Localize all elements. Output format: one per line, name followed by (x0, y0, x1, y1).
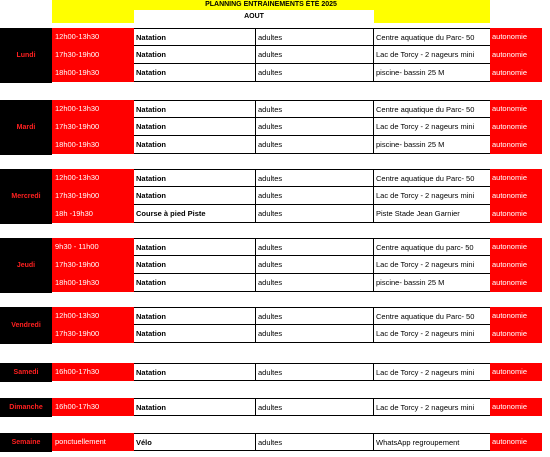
session-time: 9h30 - 11h00 (52, 238, 134, 256)
session-audience: adultes (256, 187, 374, 205)
session-time: 12h00-13h30 (52, 169, 134, 187)
session-mode: autonomie (490, 238, 542, 256)
session-time: 17h30-19h00 (52, 46, 134, 64)
session-activity: Natation (134, 187, 256, 205)
session-location: Centre aquatique du Parc- 50 (374, 100, 490, 118)
session-mode: autonomie (490, 205, 542, 223)
session-mode: autonomie (490, 325, 542, 343)
month-label: AOUT (244, 13, 264, 20)
day-label: Lundi (0, 28, 52, 83)
session-mode: autonomie (490, 363, 542, 381)
session-location: piscine- bassin 25 M (374, 64, 490, 82)
session-location: WhatsApp regroupement (374, 433, 490, 451)
session-location: Centre aquatique du Parc- 50 (374, 169, 490, 187)
session-mode: autonomie (490, 169, 542, 187)
session-time: 18h00-19h30 (52, 136, 134, 154)
page-title: PLANNING ENTRAINEMENTS ÉTÉ 2025 (52, 0, 490, 10)
session-time: 12h00-13h30 (52, 28, 134, 46)
day-label: Samedi (0, 363, 52, 382)
session-audience: adultes (256, 169, 374, 187)
session-mode: autonomie (490, 46, 542, 64)
session-location: Centre aquatique du Parc- 50 (374, 28, 490, 46)
session-mode: autonomie (490, 28, 542, 46)
header-fill-left (52, 10, 134, 23)
session-mode: autonomie (490, 307, 542, 325)
session-location: Piste Stade Jean Garnier (374, 205, 490, 223)
day-label: Jeudi (0, 238, 52, 293)
session-time: 17h30-19h00 (52, 118, 134, 136)
session-activity: Natation (134, 169, 256, 187)
session-audience: adultes (256, 274, 374, 292)
session-activity: Natation (134, 307, 256, 325)
session-location: Lac de Torcy - 2 nageurs mini (374, 398, 490, 416)
session-audience: adultes (256, 100, 374, 118)
day-label: Dimanche (0, 398, 52, 417)
session-activity: Natation (134, 118, 256, 136)
session-activity: Natation (134, 64, 256, 82)
session-time: ponctuellement (52, 433, 134, 451)
session-time: 12h00-13h30 (52, 307, 134, 325)
session-location: Lac de Torcy - 2 nageurs mini (374, 187, 490, 205)
day-label: Vendredi (0, 307, 52, 344)
session-mode: autonomie (490, 100, 542, 118)
session-audience: adultes (256, 433, 374, 451)
session-time: 17h30-19h00 (52, 187, 134, 205)
header-fill-right (374, 10, 490, 23)
session-time: 18h00-19h30 (52, 274, 134, 292)
session-mode: autonomie (490, 398, 542, 416)
day-label: Semaine (0, 433, 52, 452)
session-audience: adultes (256, 238, 374, 256)
session-time: 16h00-17h30 (52, 398, 134, 416)
session-activity: Natation (134, 398, 256, 416)
session-activity: Natation (134, 256, 256, 274)
month-header (52, 10, 490, 23)
session-audience: adultes (256, 46, 374, 64)
session-time: 12h00-13h30 (52, 100, 134, 118)
session-location: piscine- bassin 25 M (374, 274, 490, 292)
session-audience: adultes (256, 205, 374, 223)
session-activity: Natation (134, 325, 256, 343)
session-audience: adultes (256, 28, 374, 46)
session-audience: adultes (256, 256, 374, 274)
session-mode: autonomie (490, 136, 542, 154)
session-location: Lac de Torcy - 2 nageurs mini (374, 46, 490, 64)
session-time: 18h -19h30 (52, 205, 134, 223)
session-activity: Natation (134, 46, 256, 64)
session-location: Lac de Torcy - 2 nageurs mini (374, 325, 490, 343)
session-location: Lac de Torcy - 2 nageurs mini (374, 118, 490, 136)
session-audience: adultes (256, 307, 374, 325)
session-mode: autonomie (490, 118, 542, 136)
session-mode: autonomie (490, 187, 542, 205)
session-audience: adultes (256, 64, 374, 82)
session-audience: adultes (256, 136, 374, 154)
session-location: Lac de Torcy - 2 nageurs mini (374, 363, 490, 381)
session-activity: Natation (134, 100, 256, 118)
session-audience: adultes (256, 118, 374, 136)
session-activity: Natation (134, 28, 256, 46)
session-activity: Natation (134, 274, 256, 292)
session-time: 17h30-19h00 (52, 256, 134, 274)
session-mode: autonomie (490, 256, 542, 274)
day-label: Mardi (0, 100, 52, 155)
session-activity: Vélo (134, 433, 256, 451)
session-location: Centre aquatique du Parc- 50 (374, 307, 490, 325)
session-activity: Course à pied Piste (134, 205, 256, 223)
session-mode: autonomie (490, 433, 542, 451)
session-mode: autonomie (490, 64, 542, 82)
session-location: Centre aquatique du parc- 50 (374, 238, 490, 256)
session-activity: Natation (134, 136, 256, 154)
session-activity: Natation (134, 363, 256, 381)
session-location: Lac de Torcy - 2 nageurs mini (374, 256, 490, 274)
session-mode: autonomie (490, 274, 542, 292)
session-time: 17h30-19h00 (52, 325, 134, 343)
session-time: 16h00-17h30 (52, 363, 134, 381)
session-audience: adultes (256, 363, 374, 381)
day-label: Mercredi (0, 169, 52, 224)
session-activity: Natation (134, 238, 256, 256)
session-audience: adultes (256, 325, 374, 343)
session-audience: adultes (256, 398, 374, 416)
session-location: piscine- bassin 25 M (374, 136, 490, 154)
session-time: 18h00-19h30 (52, 64, 134, 82)
